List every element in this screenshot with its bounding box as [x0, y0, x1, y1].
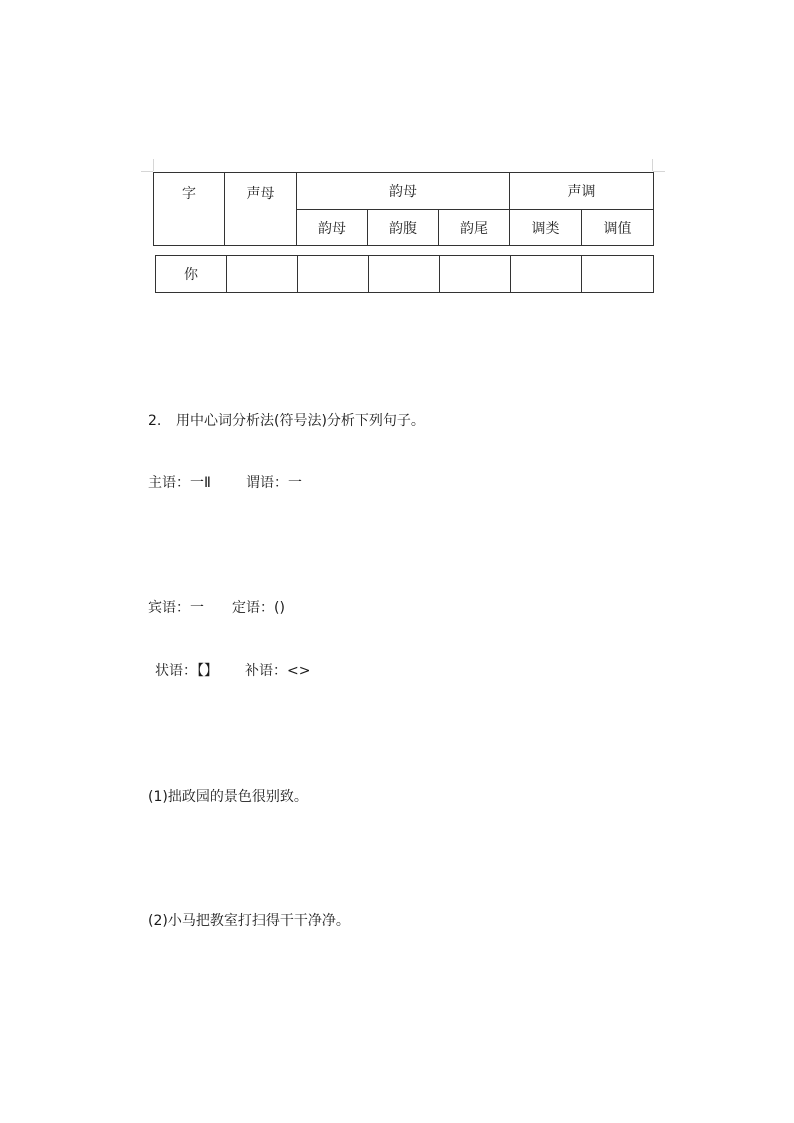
answer-cell[interactable]: [369, 256, 440, 293]
adverbial-symbol: 状语：【】: [155, 663, 218, 679]
question-2: [148, 410, 425, 430]
answer-cell[interactable]: [582, 256, 654, 293]
symbols-line-3: [155, 660, 310, 680]
crop-mark-left: [153, 159, 154, 171]
predicate-symbol: 谓语：一: [246, 475, 302, 491]
symbols-line-1: [148, 472, 302, 492]
symbols-line-2: [148, 597, 285, 617]
answer-cell[interactable]: [227, 256, 298, 293]
answer-cell[interactable]: [511, 256, 582, 293]
subheader-tiaolei: 调类: [510, 210, 582, 246]
crop-mark-left-h: [141, 171, 153, 172]
subheader-yunwei: 韵尾: [439, 210, 510, 246]
header-shengdiao: 声调: [510, 173, 654, 210]
subheader-yunfu: 韵腹: [368, 210, 439, 246]
answer-cell[interactable]: [298, 256, 369, 293]
phonetic-analysis-table-row: [155, 255, 654, 293]
header-zi: 字: [154, 173, 225, 246]
attributive-symbol: 定语：(): [232, 600, 285, 616]
header-yunmu: 韵母: [297, 173, 510, 210]
sentence-2: (2)小马把教室打扫得干干净净。: [148, 913, 350, 929]
subheader-tiaozhi: 调值: [582, 210, 654, 246]
crop-mark-right: [652, 159, 653, 171]
header-shengmu: 声母: [225, 173, 297, 246]
answer-cell[interactable]: [440, 256, 511, 293]
row-char-ni: 你: [156, 256, 227, 293]
object-symbol: 宾语：一: [148, 600, 204, 616]
sentence-1: (1)拙政园的景色很别致。: [148, 789, 308, 805]
question-text: 用中心词分析法(符号法)分析下列句子。: [176, 413, 425, 429]
question-number: 2.: [148, 413, 162, 429]
phonetic-analysis-table-header: [153, 172, 654, 246]
subject-symbol: 主语：一Ⅱ: [148, 475, 211, 491]
subheader-yunmu: 韵母: [297, 210, 368, 246]
crop-mark-right-h: [653, 171, 665, 172]
complement-symbol: 补语：<>: [245, 663, 311, 679]
